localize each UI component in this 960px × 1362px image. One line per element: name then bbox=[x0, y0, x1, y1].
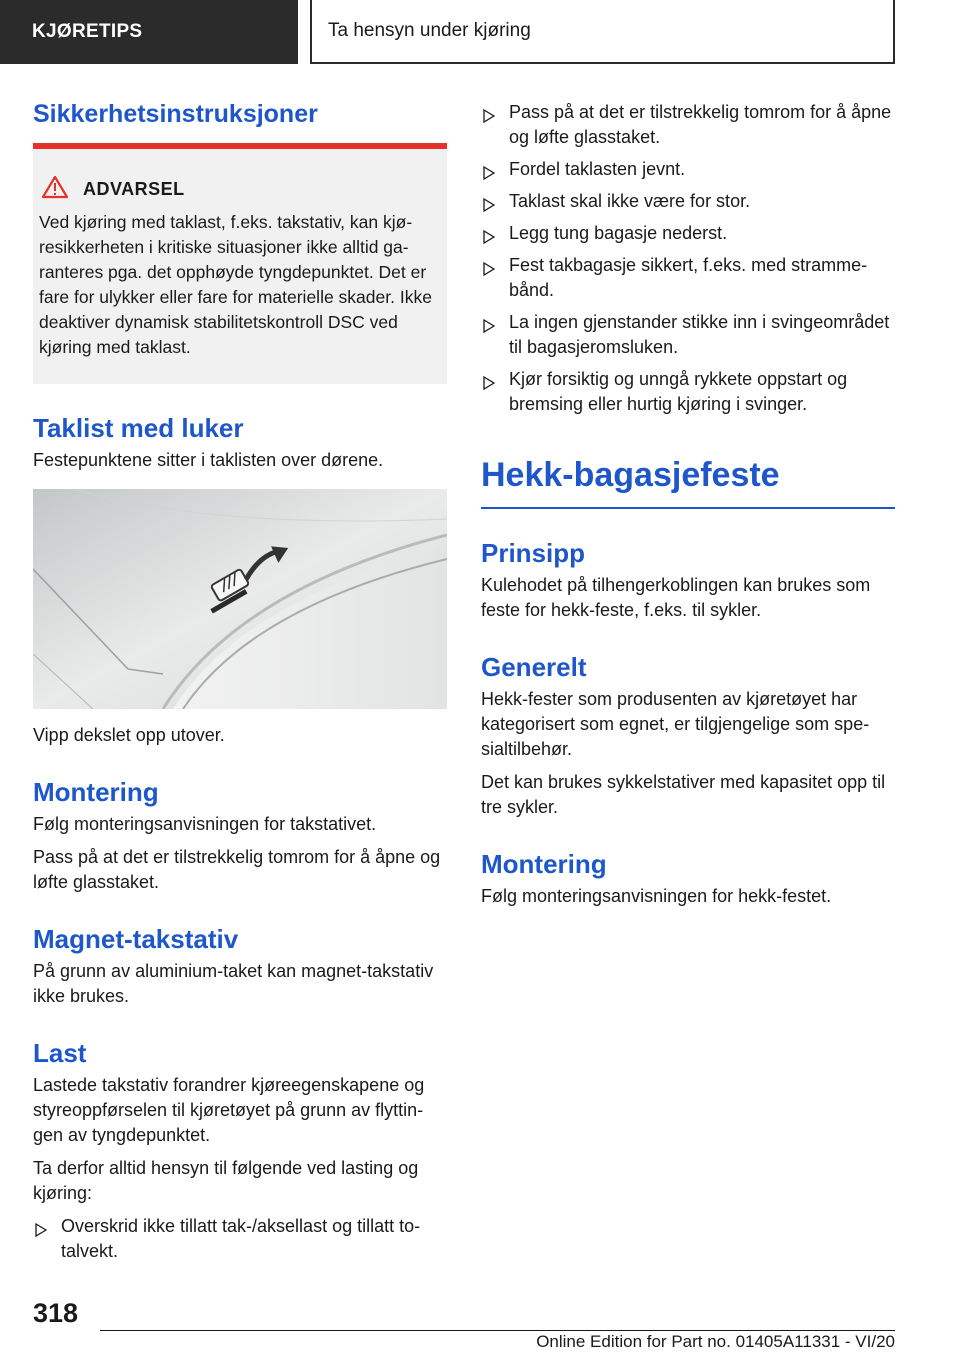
page-number: 318 bbox=[33, 1298, 79, 1328]
warning-box bbox=[33, 149, 447, 384]
triangle-bullet-icon bbox=[483, 162, 495, 187]
chapter-tab bbox=[0, 0, 298, 64]
triangle-bullet-icon bbox=[483, 105, 495, 130]
list-item: Overskrid ikke tillatt tak-/aksellast og tillatt totalvekt. bbox=[33, 1214, 447, 1264]
last-heading: Last bbox=[33, 1038, 87, 1068]
warning-text: Ved kjøring med taklast, f.eks. takstativ, kan kjøresikkerheten i kritiske situasjoner ikke alltid garanteres pga. det opphøyde tyngdepunktet. Det er fare for ulykker eller fare for materielle skader. Ikke deaktiver dynamisk stabilitetskontroll DSC ved kjøring med taklast. bbox=[39, 212, 432, 357]
load-list-continued bbox=[481, 100, 895, 417]
chapter-title: KJØRETIPS bbox=[32, 21, 143, 42]
figure-caption: Vipp dekslet opp utover. bbox=[33, 725, 225, 745]
roof-rail-cover-illustration bbox=[33, 489, 447, 709]
magnet-text: På grunn av aluminium-taket kan magnet-takstativ ikke brukes. bbox=[33, 961, 434, 1006]
edition-note: Online Edition for Part no. 01405A11331 - VI/20 bbox=[536, 1332, 895, 1351]
list-item: Legg tung bagasje nederst. bbox=[481, 221, 895, 246]
list-item: La ingen gjenstander stikke inn i svingeområdet til bagasjeromsluken. bbox=[481, 310, 895, 360]
list-item: Kjør forsiktig og unngå rykkete oppstart og bremsing eller hurtig kjøring i svinger. bbox=[481, 367, 895, 417]
hekk-heading: Hekk-bagasjefeste bbox=[481, 455, 895, 509]
taklist-text: Festepunktene sitter i taklisten over dørene. bbox=[33, 450, 384, 470]
montering-heading-left: Montering bbox=[33, 777, 159, 807]
load-list bbox=[33, 1214, 447, 1264]
list-item: Pass på at det er tilstrekkelig tomrom for å åpne og løfte glasstaket. bbox=[481, 100, 895, 150]
triangle-bullet-icon bbox=[483, 258, 495, 283]
generelt-text-1: Hekk-fester som produsenten av kjøretøyet har kategorisert som egnet, er tilgjengelige som spesialtilbehør. bbox=[481, 689, 870, 759]
triangle-bullet-icon bbox=[35, 1219, 47, 1244]
warning-label: ADVARSEL bbox=[83, 179, 185, 199]
triangle-bullet-icon bbox=[483, 372, 495, 397]
safety-heading: Sikkerhetsinstruksjoner bbox=[33, 100, 447, 149]
list-item: Fest takbagasje sikkert, f.eks. med strammebånd. bbox=[481, 253, 895, 303]
montering-text-2: Pass på at det er tilstrekkelig tomrom for å åpne og løfte glasstaket. bbox=[33, 847, 441, 892]
list-item: Fordel taklasten jevnt. bbox=[481, 157, 895, 182]
section-title: Ta hensyn under kjøring bbox=[328, 20, 531, 41]
last-text-1: Lastede takstativ forandrer kjøreegenskapene og styreoppførselen til kjøretøyet på grunn av flyttingen av tyngdepunktet. bbox=[33, 1075, 425, 1145]
footer-divider bbox=[100, 1330, 895, 1331]
triangle-bullet-icon bbox=[483, 194, 495, 219]
magnet-heading: Magnet-takstativ bbox=[33, 924, 239, 954]
last-text-2: Ta derfor alltid hensyn til følgende ved lasting og kjøring: bbox=[33, 1158, 419, 1203]
generelt-text-2: Det kan brukes sykkelstativer med kapasitet opp til tre sykler. bbox=[481, 772, 886, 817]
section-tab bbox=[310, 0, 895, 64]
left-column bbox=[33, 100, 447, 1271]
list-item: Taklast skal ikke være for stor. bbox=[481, 189, 895, 214]
prinsipp-text: Kulehodet på tilhengerkoblingen kan brukes som feste for hekk-feste, f.eks. til sykler. bbox=[481, 575, 871, 620]
warning-triangle-icon bbox=[41, 175, 69, 204]
montering-text-right: Følg monteringsanvisningen for hekk-festet. bbox=[481, 886, 832, 906]
triangle-bullet-icon bbox=[483, 315, 495, 340]
taklist-heading: Taklist med luker bbox=[33, 413, 244, 443]
montering-text-1: Følg monteringsanvisningen for takstativet. bbox=[33, 814, 377, 834]
montering-heading-right: Montering bbox=[481, 849, 607, 879]
right-column bbox=[481, 100, 895, 909]
generelt-heading: Generelt bbox=[481, 652, 587, 682]
triangle-bullet-icon bbox=[483, 226, 495, 251]
prinsipp-heading: Prinsipp bbox=[481, 538, 586, 568]
